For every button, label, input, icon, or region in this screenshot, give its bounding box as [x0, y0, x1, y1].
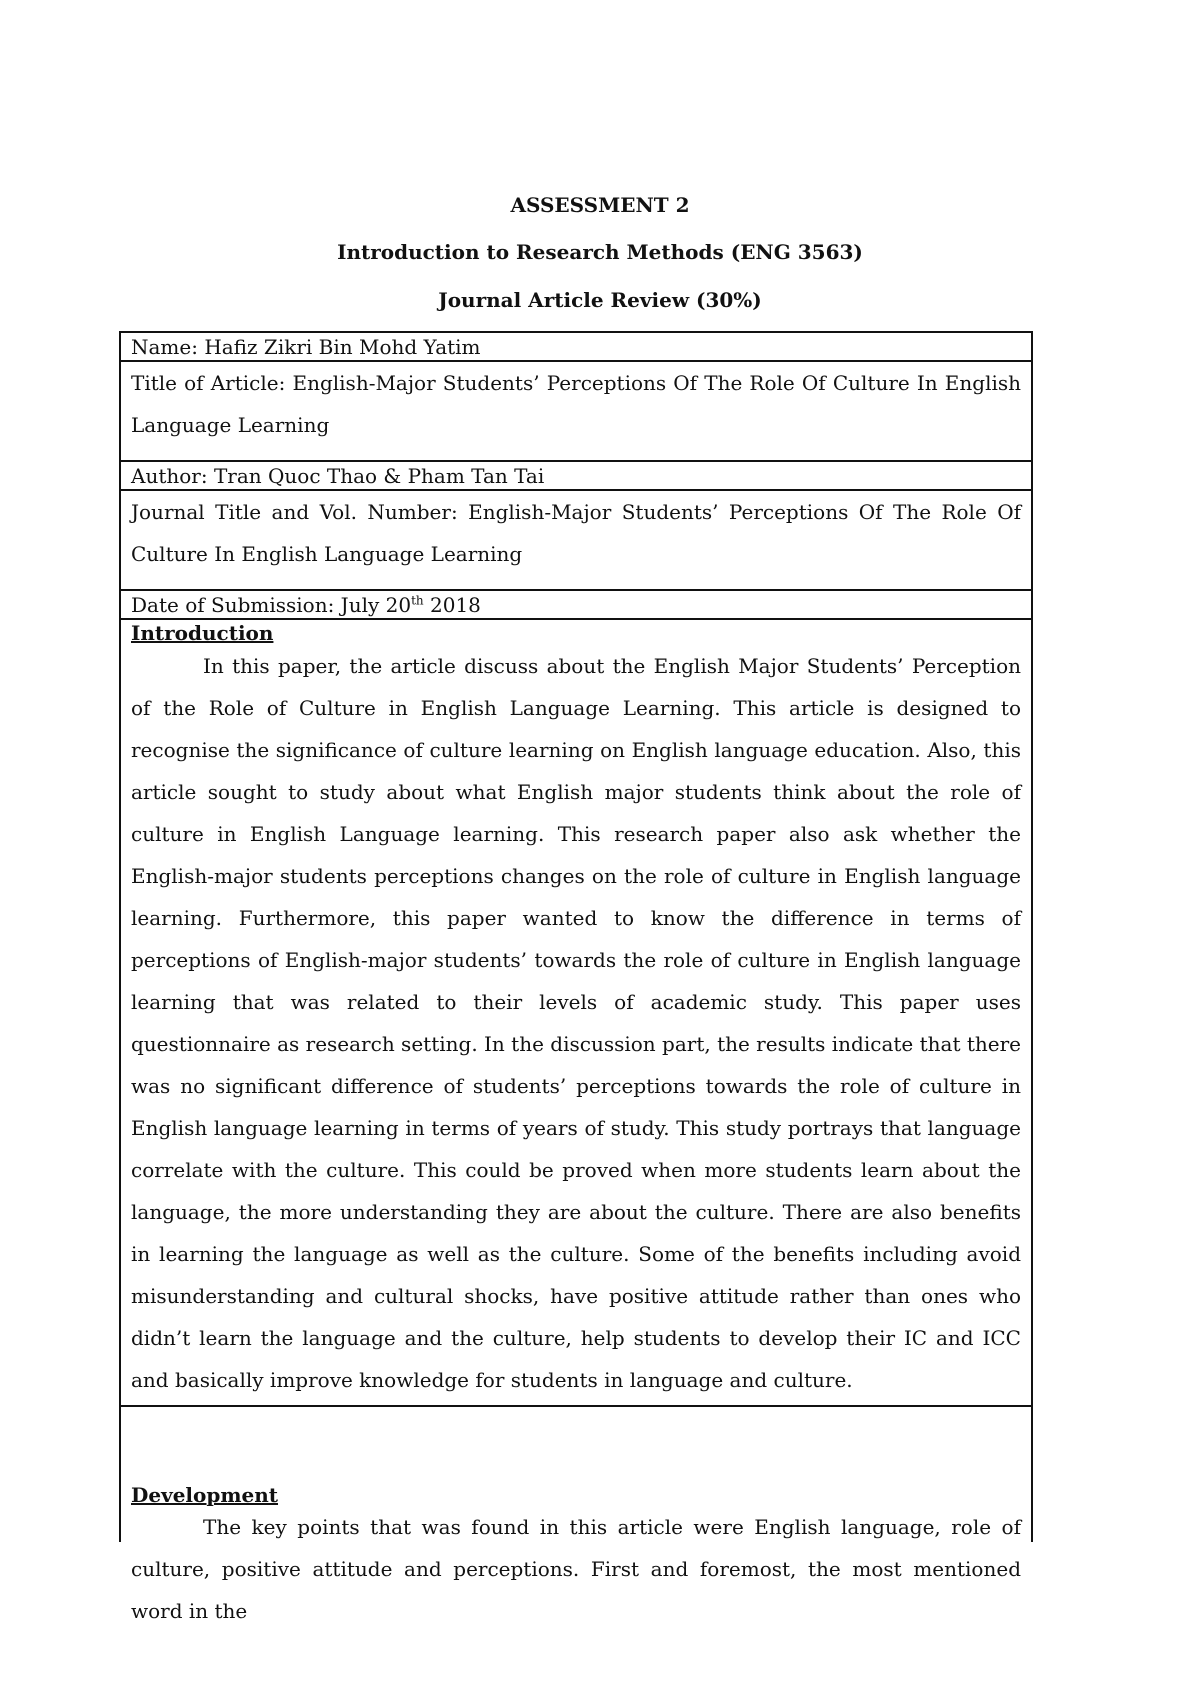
date-prefix: Date of Submission: July 20 — [131, 593, 412, 617]
submission-date — [131, 593, 1021, 617]
journal-title: Journal Title and Vol. Number: English-Major Students’ Perceptions Of The Role Of Culture In English Language Learning — [131, 500, 1021, 566]
table-row-introduction — [121, 620, 1031, 1407]
article-title: Title of Article: English-Major Students’ Perceptions Of The Role Of Culture In English Language Learning — [131, 371, 1021, 437]
table-row-name — [121, 333, 1031, 362]
article-author: Author: Tran Quoc Thao & Pham Tan Tai — [131, 464, 545, 488]
date-suffix: 2018 — [423, 593, 481, 617]
review-title: Journal Article Review (30%) — [438, 288, 762, 312]
introduction-heading: Introduction — [131, 621, 274, 645]
table-row-date — [121, 591, 1031, 620]
assessment-title: ASSESSMENT 2 — [510, 193, 690, 217]
table-row-author — [121, 462, 1031, 491]
table-row-article-title — [121, 362, 1031, 462]
review-table — [119, 331, 1033, 1623]
introduction-paragraph: In this paper, the article discuss about the English Major Students’ Perception of the Role of Culture in English Language Learning. This article is designed to recognise the significance of culture learning on English language education. Also, this article sought to study about what English major students think about the role of culture in English Language learning. This research paper also ask whether the English-major students perceptions changes on the role of culture in English language learning. Furthermore, this paper wanted to know the difference in terms of perceptions of English-major students’ towards the role of culture in English language learning that was related to their levels of academic study. This paper uses questionnaire as research setting. In the discussion part, the results indicate that there was no significant difference of students’ perceptions towards the role of culture in English language learning in terms of years of study. This study portrays that language correlate with the culture. This could be proved when more students learn about the language, the more understanding they are about the culture. There are also benefits in learning the language as well as the culture. Some of the benefits including avoid misunderstanding and cultural shocks, have positive attitude rather than ones who didn’t learn the language and the culture, help students to develop their IC and ICC and basically improve knowledge for students in language and culture. — [131, 654, 1021, 1392]
course-title: Introduction to Research Methods (ENG 3563) — [337, 240, 863, 264]
table-row-journal — [121, 491, 1031, 591]
development-paragraph: The key points that was found in this article were English language, role of culture, positive attitude and perceptions. First and foremost, the most mentioned word in the — [131, 1515, 1021, 1623]
development-heading: Development — [131, 1483, 279, 1507]
date-superscript: th — [411, 593, 424, 608]
table-row-development — [121, 1407, 1031, 1623]
student-name: Name: Hafiz Zikri Bin Mohd Yatim — [131, 335, 481, 359]
